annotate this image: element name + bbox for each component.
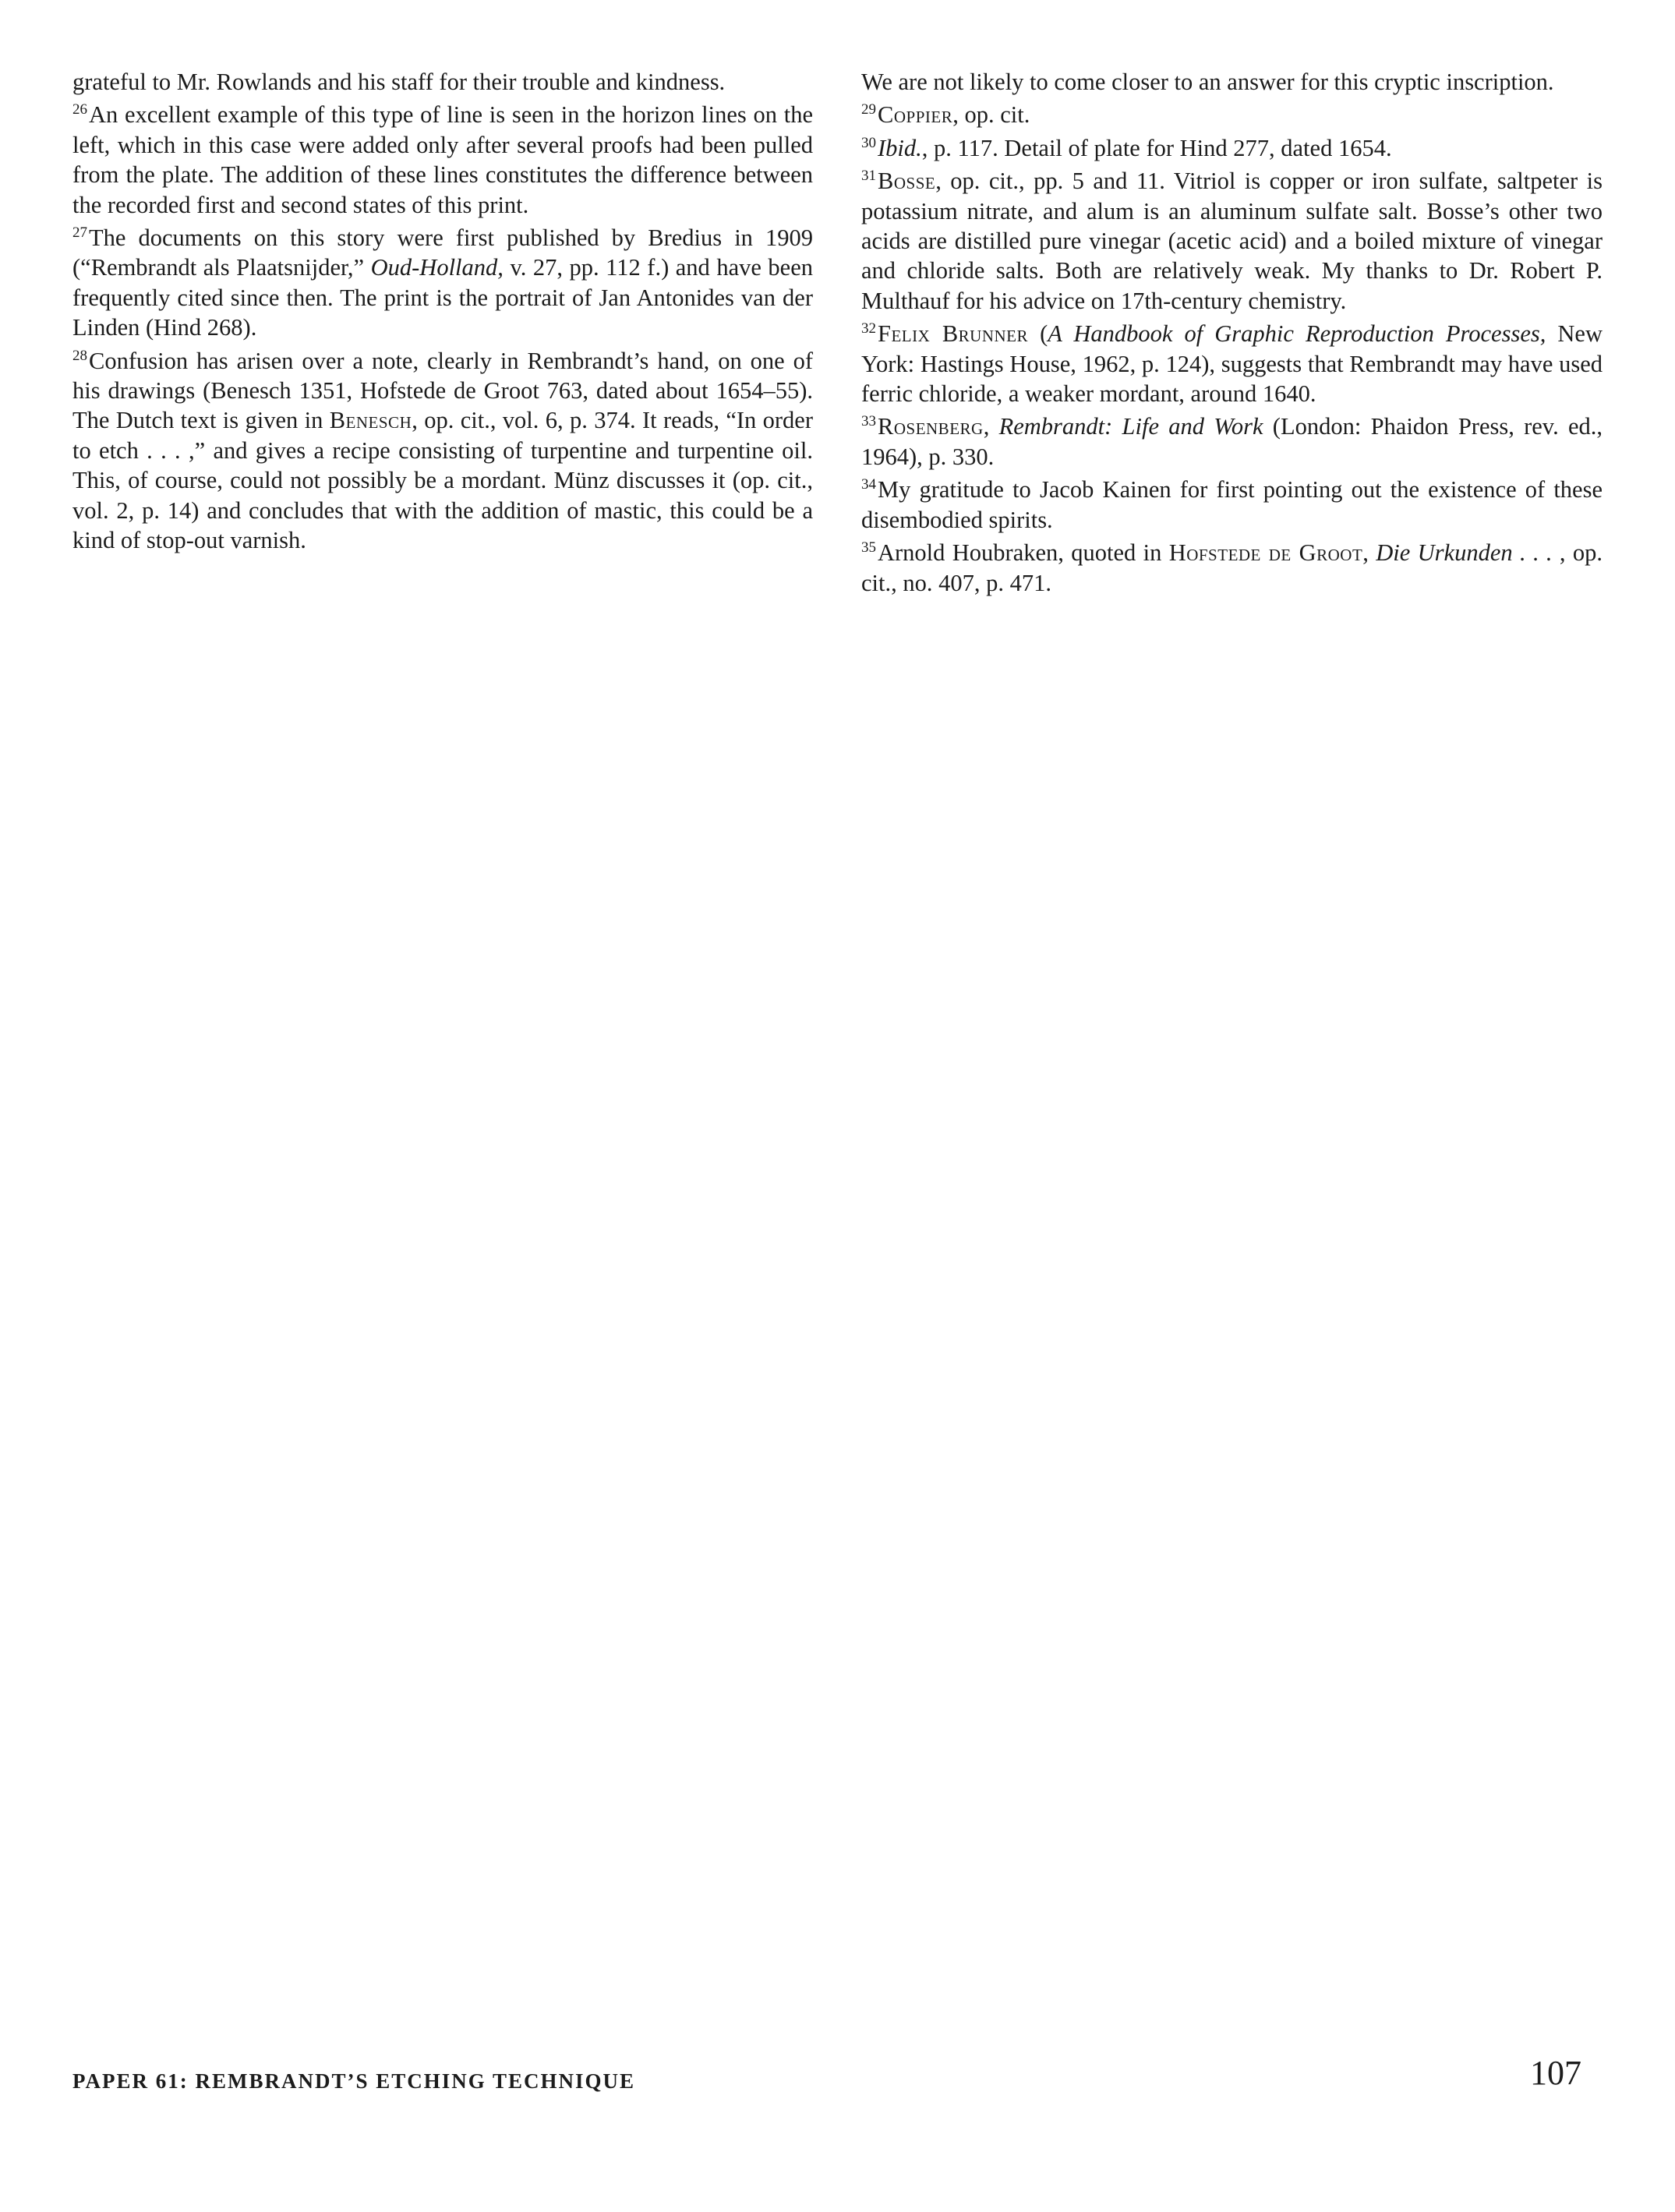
footnote-smallcaps: Coppier xyxy=(878,101,953,129)
footnote-text-mid: , xyxy=(1362,539,1376,567)
footnote-smallcaps: Benesch xyxy=(329,407,412,434)
footnote-text: An excellent example of this type of line is seen in the horizon lines on the left, which in this case were added only after several proofs had been pulled from the plate. The addition of these lines constitutes the difference between the recorded first and second states of this print. xyxy=(72,101,813,218)
footnote-italic: A Handbook of Graphic Reproduction Processes, xyxy=(1048,320,1546,348)
footnote-29 xyxy=(861,100,1603,129)
footnote-number: 27 xyxy=(72,224,87,242)
footnote-30 xyxy=(861,133,1603,163)
footnote-32 xyxy=(861,319,1603,408)
footnote-text: , op. cit. xyxy=(952,101,1030,129)
footnote-34 xyxy=(861,475,1603,535)
footnote-number: 28 xyxy=(72,347,87,364)
footnote-italic: Oud-Holland, xyxy=(370,254,504,281)
footnote-number: 26 xyxy=(72,101,87,118)
footnote-27 xyxy=(72,223,813,343)
footnote-text-cont: , op. cit., vol. 6, p. 374. It reads, “In order to etch . . . ,” and gives a recipe consisting of turpentine and turpentine oil. This, of course, could not possibly be a mordant. Münz discusses it (op. cit., vol. 2, p. 14) and concludes that with the addition of mastic, this could be a kind of stop-out varnish. xyxy=(72,407,813,554)
footnote-text-cont: New York: Hastings House, 1962, p. 124), suggests that Rembrandt may have used ferric chloride, a weaker mordant, around 1640. xyxy=(861,320,1603,408)
footnote-text: ( xyxy=(1028,320,1048,348)
footnote-smallcaps: Bosse xyxy=(878,168,936,195)
left-column xyxy=(72,67,813,559)
footnote-number: 35 xyxy=(861,539,876,557)
footnote-italic: Die Urkunden . . . xyxy=(1376,539,1553,567)
footnote-smallcaps: Rosenberg xyxy=(878,413,984,440)
footnote-number: 31 xyxy=(861,168,876,185)
footnote-text-cont: , op. cit., no. 407, p. 471. xyxy=(861,539,1603,596)
footnote-33 xyxy=(861,412,1603,472)
footnote-italic: Ibid. xyxy=(878,134,922,161)
footnote-text-cont: v. 27, pp. 112 f.) and have been frequently cited since then. The print is the portrait of Jan Antonides van der Linden (Hind 268). xyxy=(72,254,814,341)
footnote-text: Arnold Houbraken, quoted in xyxy=(878,539,1169,567)
footnote-text: , xyxy=(983,413,999,440)
footnote-number: 33 xyxy=(861,413,876,430)
footnote-number: 30 xyxy=(861,134,876,151)
footnote-text: Confusion has arisen over a note, clearly in Rembrandt’s hand, on one of his drawings (Benesch 1351, Hofstede de Groot 763, dated about 1654–55). The Dutch text is given in xyxy=(72,347,813,434)
footnote-continuation: We are not likely to come closer to an answer for this cryptic inscription. xyxy=(861,69,1554,95)
footnote-text: My gratitude to Jacob Kainen for first pointing out the existence of these disembodied spirits. xyxy=(861,476,1603,533)
footnote-italic: Rembrandt: Life and Work xyxy=(998,413,1263,440)
right-column xyxy=(861,67,1603,601)
footnote-smallcaps: Felix Brunner xyxy=(878,320,1029,348)
footnote-28 xyxy=(72,346,813,556)
page-number: 107 xyxy=(1530,2054,1581,2092)
footnote-35 xyxy=(861,538,1603,598)
footnote-text: , p. 117. Detail of plate for Hind 277, dated 1654. xyxy=(921,134,1392,161)
footnote-26 xyxy=(72,100,813,220)
footnote-text: , op. cit., pp. 5 and 11. Vitriol is copper or iron sulfate, saltpeter is potassium nitrate, and alum is an aluminum sulfate salt. Bosse’s other two acids are distilled pure vinegar (acetic acid) and a boiled mixture of vinegar and chloride salts. Both are relatively weak. My thanks to Dr. Robert P. Multhauf for his advice on 17th-century chemistry. xyxy=(861,168,1603,314)
footnote-text-cont: (London: Phaidon Press, rev. ed., 1964), p. 330. xyxy=(861,413,1603,470)
footnote-continuation: grateful to Mr. Rowlands and his staff for their trouble and kindness. xyxy=(72,69,726,95)
running-head: PAPER 61: REMBRANDT’S ETCHING TECHNIQUE xyxy=(72,2069,636,2093)
footnote-smallcaps: Hofstede de Groot xyxy=(1168,539,1363,567)
footnote-number: 29 xyxy=(861,101,876,118)
footnote-text: The documents on this story were first published by Bredius in 1909 (“Rembrandt als Plaatsnijder,” xyxy=(72,224,813,281)
footnote-number: 32 xyxy=(861,320,876,337)
footnote-31 xyxy=(861,166,1603,316)
footnote-number: 34 xyxy=(861,476,876,493)
